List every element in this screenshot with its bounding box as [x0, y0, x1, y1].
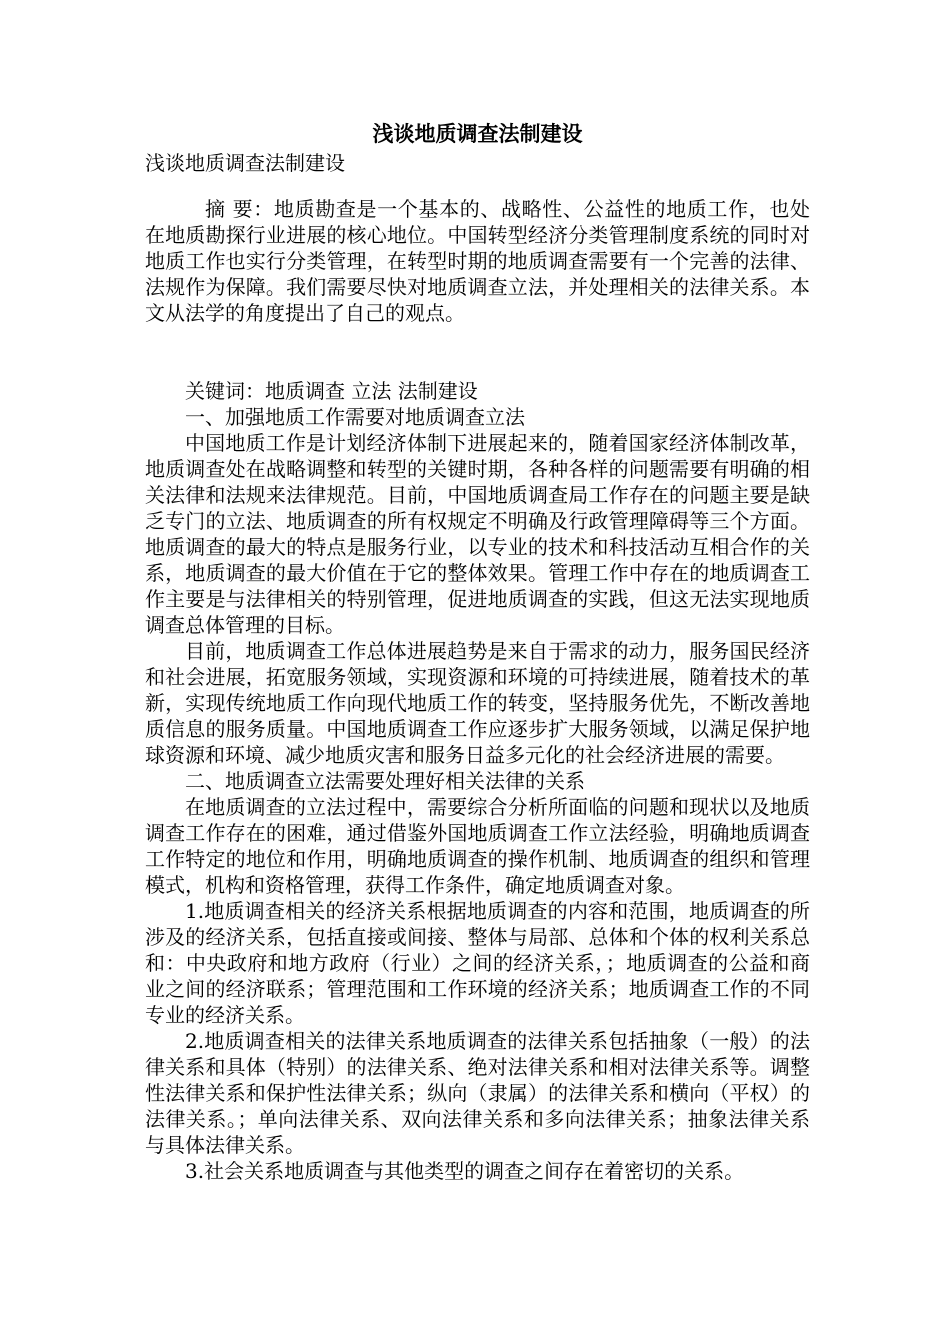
- section-2-heading: 二、地质调查立法需要处理好相关法律的关系: [185, 769, 585, 793]
- section-1-heading: 一、加强地质工作需要对地质调查立法: [185, 405, 525, 429]
- section-1-paragraph-2: 目前，地质调查工作总体进展趋势是来自于需求的动力，服务国民经济和社会进展，拓宽服务领域，实现资源和环境的可持续进展，随着技术的革新，实现传统地质工作向现代地质工作的转变，坚持服务优先，不断改善地质信息的服务质量。中国地质调查工作应逐步扩大服务领域，以满足保护地球资源和环境、减少地质灾害和服务日益多元化的社会经济进展的需要。: [145, 639, 810, 767]
- list-item-2: 2.地质调查相关的法律关系地质调查的法律关系包括抽象（一般）的法律关系和具体（特别）的法律关系、绝对法律关系和相对法律关系等。调整性法律关系和保护性法律关系；纵向（隶属）的法律关系和横向（平权）的法律关系。；单向法律关系、双向法律关系和多向法律关系；抽象法律关系与具体法律关系。: [145, 1029, 810, 1157]
- document-page: [145, 120, 810, 1184]
- abstract-paragraph: 摘 要：地质勘查是一个基本的、战略性、公益性的地质工作，也处在地质勘探行业进展的核心地位。中国转型经济分类管理制度系统的同时对地质工作也实行分类管理，在转型时期的地质调查需要有一个完善的法律、法规作为保障。我们需要尽快对地质调查立法，并处理相关的法律关系。本文从法学的角度提出了自己的观点。: [145, 197, 810, 325]
- list-item-1: 1.地质调查相关的经济关系根据地质调查的内容和范围，地质调查的所涉及的经济关系，包括直接或间接、整体与局部、总体和个体的权利关系总和：中央政府和地方政府（行业）之间的经济关系，；地质调查的公益和商业之间的经济联系；管理范围和工作环境的经济关系；地质调查工作的不同专业的经济关系。: [145, 899, 810, 1027]
- document-title: 浅谈地质调查法制建设: [372, 121, 583, 146]
- section-2-paragraph-1: 在地质调查的立法过程中，需要综合分析所面临的问题和现状以及地质调查工作存在的困难，通过借鉴外国地质调查工作立法经验，明确地质调查工作特定的地位和作用，明确地质调查的操作机制、地质调查的组织和管理模式，机构和资格管理，获得工作条件，确定地质调查对象。: [145, 795, 810, 897]
- document-subtitle: 浅谈地质调查法制建设: [145, 151, 345, 175]
- list-item-3: 3.社会关系地质调查与其他类型的调查之间存在着密切的关系。: [185, 1159, 745, 1183]
- keywords-line: 关键词：地质调查 立法 法制建设: [185, 379, 478, 403]
- section-1-paragraph-1: 中国地质工作是计划经济体制下进展起来的，随着国家经济体制改革，地质调查处在战略调整和转型的关键时期，各种各样的问题需要有明确的相关法律和法规来法律规范。目前，中国地质调查局工作存在的问题主要是缺乏专门的立法、地质调查的所有权规定不明确及行政管理障碍等三个方面。地质调查的最大的特点是服务行业，以专业的技术和科技活动互相合作的关系，地质调查的最大价值在于它的整体效果。管理工作中存在的地质调查工作主要是与法律相关的特别管理，促进地质调查的实践，但这无法实现地质调查总体管理的目标。: [145, 431, 810, 637]
